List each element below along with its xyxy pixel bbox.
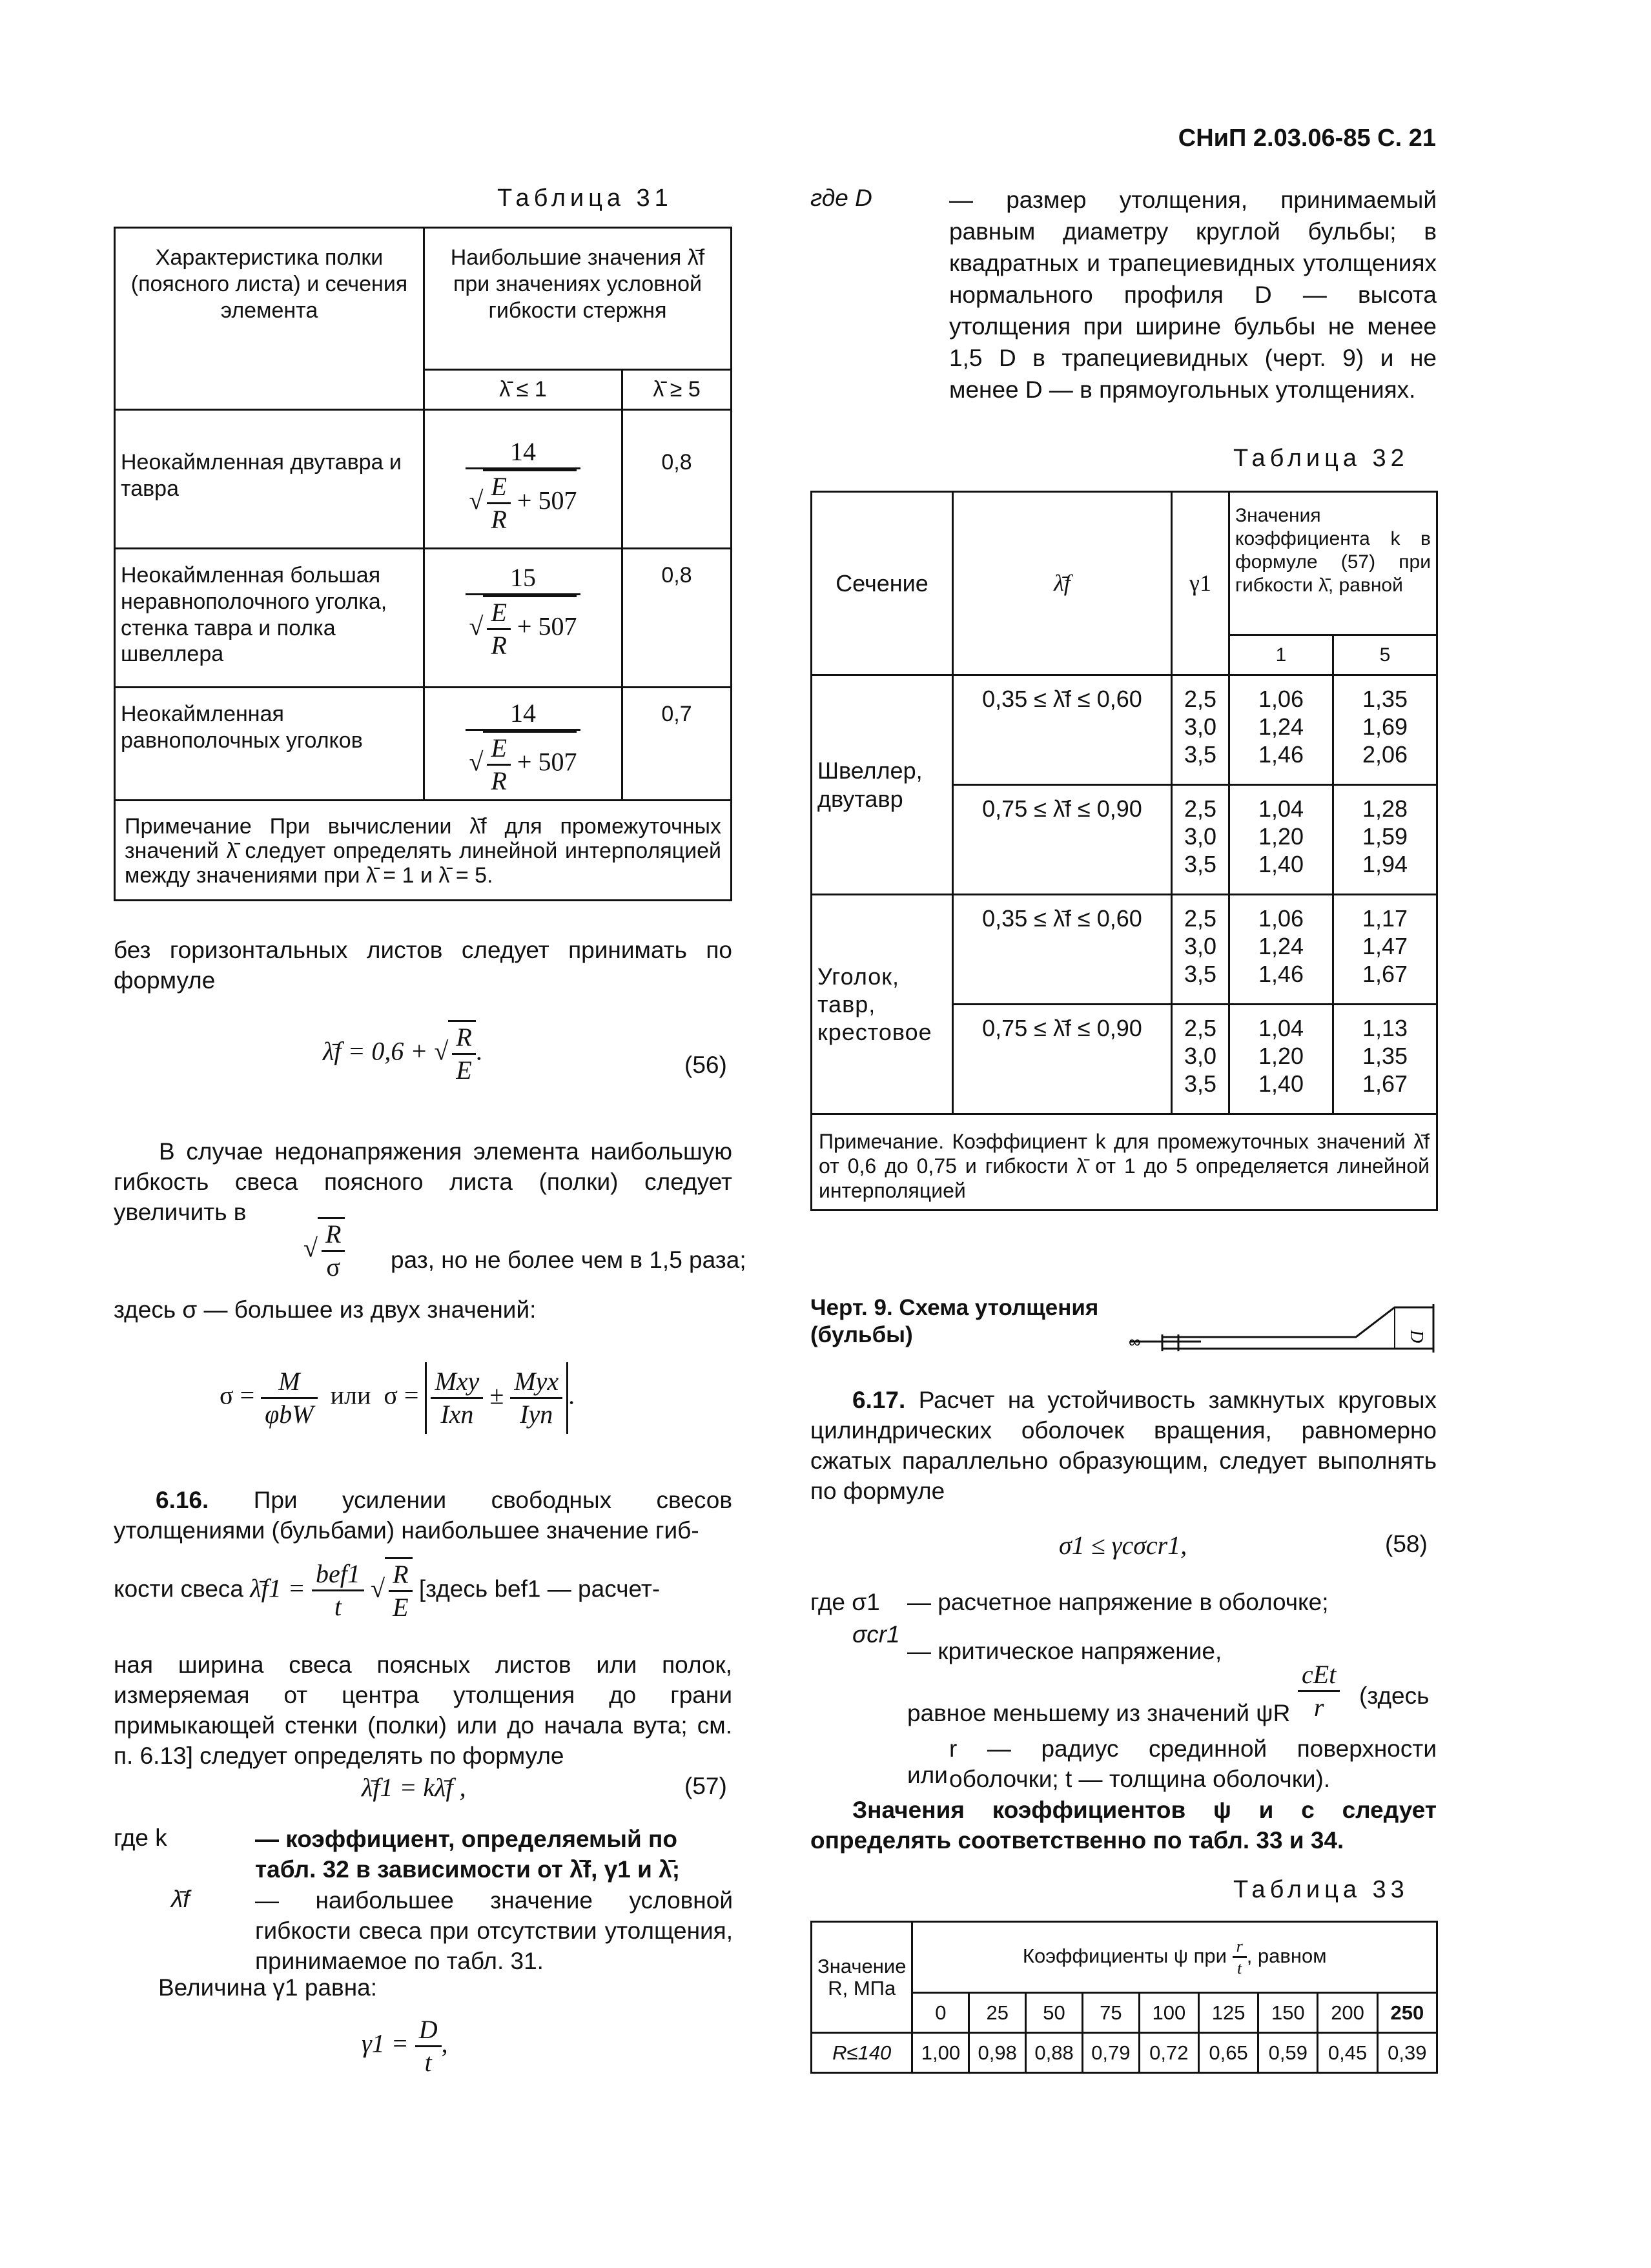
table31-formula: 15 √ $\frac{E}{R}$ + 507 — [424, 549, 622, 688]
where-D-text: — размер утолщения, принимаемый равным диаметру круглой бульбы; в квадратных и трапециевидных утолщениях нормального профиля D — высота утолщения при ширине бульбы не менее 1,5 D в трапециевидных (черт. 9) и не менее D — в прямоугольных утолщениях. — [949, 187, 1437, 403]
t32-k1-val: 1,20 — [1258, 1043, 1304, 1069]
t32-g: 2,5 — [1184, 795, 1217, 822]
formula-56-den: E — [456, 1056, 472, 1085]
t32-gamma — [1172, 785, 1229, 895]
t32-k5-val: 1,28 — [1362, 795, 1408, 822]
section-616-number: 6.16. — [156, 1487, 209, 1513]
t32-k5-val: 1,67 — [1362, 1070, 1408, 1097]
t32-k1-val: 1,24 — [1258, 713, 1304, 740]
t32-k5 — [1333, 895, 1437, 1005]
t32-k5 — [1333, 675, 1437, 785]
t33-row-label: R≤140 — [812, 2033, 912, 2073]
sigma-Myx: Myx — [510, 1366, 562, 1399]
table31-caption: Таблица 31 — [497, 185, 673, 212]
formula-56-lhs: λ̄f = 0,6 + — [323, 1036, 428, 1066]
gamma-line: Величина γ1 равна: — [158, 1974, 377, 2001]
t32-h-gamma: γ1 — [1172, 492, 1229, 675]
table31-sub2: λ̄ ≥ 5 — [622, 370, 732, 410]
t32-range: 0,75 ≤ λ̄f ≤ 0,90 — [953, 1005, 1172, 1114]
table32-caption: Таблица 32 — [1233, 445, 1409, 472]
t32-k5-val: 1,94 — [1362, 851, 1408, 877]
t33-col: 200 — [1318, 1993, 1377, 2033]
t32-h-section: Сечение — [812, 492, 953, 675]
t32-h-k: Значения коэффициента k в формуле (57) при гибкости λ̄, равной — [1229, 492, 1437, 635]
paragraph-616b: кости свеса λ̄f1 = $\frac{\text{bef1}}{t}$ √ $\frac{R}{E}$ [здесь bef1 — расчет- — [114, 1557, 660, 1623]
t32-k1-val: 1,04 — [1258, 1015, 1304, 1041]
paragraph-616 — [114, 1485, 732, 1546]
coefficients-line: Значения коэффициентов ψ и c следует определять соответственно по табл. 33 и 34. — [810, 1797, 1437, 1854]
formula-E: E — [487, 471, 510, 504]
t33-cell: 1,00 — [912, 2033, 969, 2073]
sigma-lhs: σ = — [220, 1380, 255, 1410]
t33-h-coef-text: Коэффициенты ψ при — [1022, 1944, 1227, 1967]
t33-cell: 0,79 — [1082, 2033, 1139, 2073]
t32-k1-val: 1,20 — [1258, 823, 1304, 850]
p2-rad-num: R — [322, 1219, 345, 1252]
formula-58-number: (58) — [1385, 1531, 1428, 1557]
table31-col2-header: Наибольшие значения λ̄f при значениях условной гибкости стержня — [424, 228, 732, 370]
where-s1-symbol: где σ1 — [810, 1589, 880, 1615]
t32-k5-val: 2,06 — [1362, 741, 1408, 768]
t32-k1 — [1229, 1005, 1333, 1114]
t33-col: 250 — [1377, 1993, 1437, 2033]
paragraph-p3: здесь σ — большее из двух значений: — [114, 1296, 537, 1323]
table31-formula: 14 √ $\frac{E}{R}$ + 507 — [424, 688, 622, 801]
t32-range: 0,75 ≤ λ̄f ≤ 0,90 — [953, 785, 1172, 895]
sigma-Ixn: Ixn — [440, 1400, 474, 1429]
where-k-text: — коэффициент, определяемый по табл. 32 в зависимости от λ̄f, γ1 и λ̄; — [255, 1826, 681, 1883]
where-scr-symbol: σcr1 — [852, 1621, 900, 1648]
formula-E: E — [487, 597, 510, 630]
sigma-M: M — [261, 1366, 317, 1399]
formula-R: R — [491, 505, 507, 534]
svg-text:∞: ∞ — [1129, 1332, 1141, 1351]
formula-numerator: 14 — [466, 436, 581, 469]
t32-k1-val: 1,46 — [1258, 741, 1304, 768]
t32-section: Уголок, тавр, крестовое — [812, 895, 953, 1114]
formula-add: + 507 — [517, 611, 577, 641]
table-row — [812, 895, 1437, 1005]
table31-row-val: 0,7 — [622, 688, 732, 801]
frac-cEt: cEt — [1298, 1659, 1340, 1692]
bulb-profile-drawing — [1123, 1301, 1440, 1359]
figure9-D-label: D — [1406, 1330, 1426, 1343]
p616-E: E — [393, 1593, 409, 1622]
p616-lambda: λ̄f1 = — [250, 1573, 305, 1603]
formula-add: + 507 — [517, 747, 577, 777]
table31-note: Примечание При вычислении λ̄f для промежуточных значений λ̄ следует определять линейной интерполяцией между значениями при λ̄ = 1 и λ̄ = 5. — [115, 801, 732, 901]
t32-g: 3,0 — [1184, 713, 1217, 740]
t32-k1-val: 1,40 — [1258, 1070, 1304, 1097]
table33-caption: Таблица 33 — [1233, 1876, 1409, 1903]
where-lf-symbol: λ̄f — [171, 1886, 190, 1912]
t33-frac-r: r — [1233, 1936, 1247, 1958]
t33-col: 75 — [1082, 1993, 1139, 2033]
t32-range: 0,35 ≤ λ̄f ≤ 0,60 — [953, 895, 1172, 1005]
sigma-pm: ± — [489, 1380, 504, 1410]
t32-k5-val: 1,69 — [1362, 713, 1408, 740]
formula-R: R — [491, 766, 507, 795]
formula-56: λ̄f = 0,6 + √ $\frac{R}{E}$ . — [323, 1020, 482, 1086]
formula-add: + 507 — [517, 485, 577, 515]
t32-k1-val: 1,06 — [1258, 905, 1304, 932]
where-scr-text: — критическое напряжение, равное меньшему из значений ψR или — [907, 1638, 1291, 1788]
t32-k5-val: 1,13 — [1362, 1015, 1408, 1041]
paragraph-p2b: раз, но не более чем в 1,5 раза; — [391, 1247, 746, 1273]
formula-56-number: (56) — [684, 1052, 727, 1078]
table32-note: Примечание. Коэффициент k для промежуточных значений λ̄f от 0,6 до 0,75 и гибкости λ̄ от 1 до 5 определяется линейной интерполяцией — [812, 1114, 1437, 1211]
section-616-text: При усилении свободных свесов утолщениями (бульбами) наибольшее значение гиб- — [114, 1487, 732, 1544]
t32-k5-val: 1,35 — [1362, 1043, 1408, 1069]
t33-h-coef — [912, 1922, 1437, 1993]
t32-h-lambda: λ̄f — [953, 492, 1172, 675]
t32-gamma — [1172, 895, 1229, 1005]
formula-57-number: (57) — [684, 1773, 727, 1799]
paragraph-p1: без горизонтальных листов следует принимать по формуле — [114, 937, 732, 994]
t32-gamma — [1172, 675, 1229, 785]
sigma-lhs2: σ = — [384, 1380, 419, 1410]
t32-h-1: 1 — [1229, 635, 1333, 675]
formula-numerator: 15 — [466, 562, 581, 595]
t32-g: 3,5 — [1184, 961, 1217, 987]
t32-k1 — [1229, 895, 1333, 1005]
table31-row-val: 0,8 — [622, 410, 732, 549]
t32-h-5: 5 — [1333, 635, 1437, 675]
t32-section: Швеллер, двутавр — [812, 675, 953, 895]
t33-col: 100 — [1139, 1993, 1198, 2033]
table31-row-val: 0,8 — [622, 549, 732, 688]
p2-radical: √ $\frac{R}{\sigma}$ — [303, 1217, 345, 1283]
table31-row-label: Неокаймленная большая неравнополочного уголка, стенка тавра и полка швеллера — [115, 549, 424, 688]
gamma-t: t — [424, 2048, 432, 2077]
page-header: СНиП 2.03.06-85 С. 21 — [1178, 125, 1436, 152]
t33-cell: 0,72 — [1139, 2033, 1198, 2073]
t32-g: 2,5 — [1184, 905, 1217, 932]
paragraph-616d: ная ширина свеса поясных листов или полок, измеряемая от центра утолщения до грани примыкающей стенки (полки) или до начала вута; см. п. 6.13] следует определять по формуле — [114, 1651, 732, 1769]
formula-sigma: σ = $\frac{M}{\text{φbW}}$ или σ = $\frac{\text{Mxy}}{\text{Ixn}}$ ± $\frac{\text{Myx}}{\text{Iyn}}$ . — [220, 1362, 575, 1434]
table-row — [812, 675, 1437, 785]
table31-sub1: λ̄ ≤ 1 — [424, 370, 622, 410]
formula-cEt-r — [1298, 1659, 1340, 1723]
t32-k5-val: 1,59 — [1362, 823, 1408, 850]
t32-g: 3,5 — [1184, 741, 1217, 768]
t32-k5-val: 1,67 — [1362, 961, 1408, 987]
t33-cell: 0,98 — [969, 2033, 1026, 2073]
t33-col: 125 — [1198, 1993, 1258, 2033]
t32-k1 — [1229, 675, 1333, 785]
t33-cell: 0,88 — [1026, 2033, 1083, 2073]
formula-numerator: 14 — [466, 698, 581, 731]
t32-k5 — [1333, 785, 1437, 895]
t33-h-first: Значение R, МПа — [812, 1922, 912, 2033]
t32-g: 2,5 — [1184, 1015, 1217, 1041]
t33-col: 50 — [1026, 1993, 1083, 2033]
p616-R: R — [389, 1559, 412, 1592]
t33-cell: 0,65 — [1198, 2033, 1258, 2073]
formula-R: R — [491, 631, 507, 660]
t33-cell: 0,59 — [1258, 2033, 1318, 2073]
table-row — [115, 410, 732, 549]
where-D-symbol: где D — [810, 185, 872, 211]
t32-k5 — [1333, 1005, 1437, 1114]
t33-col: 0 — [912, 1993, 969, 2033]
t33-col: 150 — [1258, 1993, 1318, 2033]
p616-prefix: кости свеса — [114, 1575, 243, 1602]
table31 — [114, 227, 732, 901]
where-k-symbol: где k — [114, 1824, 167, 1851]
where-zdes: (здесь — [1359, 1682, 1430, 1709]
formula-56-num: R — [452, 1022, 475, 1055]
t32-k5-val: 1,35 — [1362, 686, 1408, 712]
gamma-D: D — [415, 2014, 442, 2047]
paragraph-p2: В случае недонапряжения элемента наибольшую гибкость свеса поясного листа (полки) следует увеличить в — [114, 1138, 732, 1225]
table-row — [812, 2033, 1437, 2073]
table31-formula: 14 √ $\frac{E}{R}$ + 507 — [424, 410, 622, 549]
table31-row-label: Неокаймленная равнополочных уголков — [115, 688, 424, 801]
table33 — [810, 1921, 1438, 2074]
table31-col1-header: Характеристика полки (поясного листа) и сечения элемента — [115, 228, 424, 410]
t32-k1-val: 1,40 — [1258, 851, 1304, 877]
t32-g: 3,0 — [1184, 933, 1217, 959]
t32-k1-val: 1,06 — [1258, 686, 1304, 712]
t32-g: 3,5 — [1184, 1070, 1217, 1097]
p616-bef: bef1 — [312, 1558, 364, 1591]
t32-g: 3,5 — [1184, 851, 1217, 877]
sigma-phiW: φbW — [265, 1400, 314, 1429]
frac-r: r — [1313, 1693, 1324, 1722]
t33-col: 25 — [969, 1993, 1026, 2033]
table-row — [115, 549, 732, 688]
where-r-text: r — радиус срединной поверхности оболочки; t — толщина оболочки). — [949, 1735, 1437, 1792]
t32-range: 0,35 ≤ λ̄f ≤ 0,60 — [953, 675, 1172, 785]
p2-rad-den: σ — [326, 1252, 340, 1282]
table31-row-label: Неокаймленная двутавра и тавра — [115, 410, 424, 549]
t33-h-equal: , равном — [1246, 1944, 1327, 1967]
t32-k1-val: 1,46 — [1258, 961, 1304, 987]
paragraph-617 — [810, 1385, 1437, 1506]
sigma-Mxy: Mxy — [431, 1366, 483, 1399]
sigma-Iyn: Iyn — [520, 1400, 553, 1429]
t32-g: 3,0 — [1184, 1043, 1217, 1069]
formula-gamma: γ1 = $\frac{D}{t}$ , — [362, 2015, 448, 2077]
t33-cell: 0,45 — [1318, 2033, 1377, 2073]
sigma-or: или — [330, 1380, 371, 1410]
t32-gamma — [1172, 1005, 1229, 1114]
t33-cell: 0,39 — [1377, 2033, 1437, 2073]
formula-E: E — [487, 733, 510, 766]
where-lf-text: — наибольшее значение условной гибкости свеса при отсутствии утолщения, принимаемое по табл. 31. — [255, 1887, 733, 1974]
section-617-text: Расчет на устойчивость замкнутых круговых цилиндрических оболочек вращения, равномерно сжатых параллельно образующим, следует выполнять по формуле — [810, 1387, 1437, 1504]
table32 — [810, 491, 1438, 1211]
t32-k1-val: 1,04 — [1258, 795, 1304, 822]
t32-k5-val: 1,17 — [1362, 905, 1408, 932]
p616-t: t — [334, 1592, 342, 1622]
section-617-number: 6.17. — [852, 1387, 906, 1413]
figure9-caption: Черт. 9. Схема утолщения (бульбы) — [810, 1295, 1099, 1347]
t32-k1 — [1229, 785, 1333, 895]
where-s1-text: — расчетное напряжение в оболочке; — [907, 1589, 1329, 1615]
t32-g: 3,0 — [1184, 823, 1217, 850]
t33-frac-t: t — [1237, 1959, 1242, 1977]
t32-g: 2,5 — [1184, 686, 1217, 712]
gamma-lhs: γ1 = — [362, 2028, 409, 2058]
formula-57: λ̄f1 = kλ̄f , — [362, 1773, 466, 1802]
t32-k5-val: 1,47 — [1362, 933, 1408, 959]
t32-k1-val: 1,24 — [1258, 933, 1304, 959]
p616-bracket: [здесь bef1 — расчет- — [418, 1575, 661, 1602]
table-row — [115, 688, 732, 801]
formula-58: σ1 ≤ γcσcr1, — [1059, 1531, 1187, 1560]
